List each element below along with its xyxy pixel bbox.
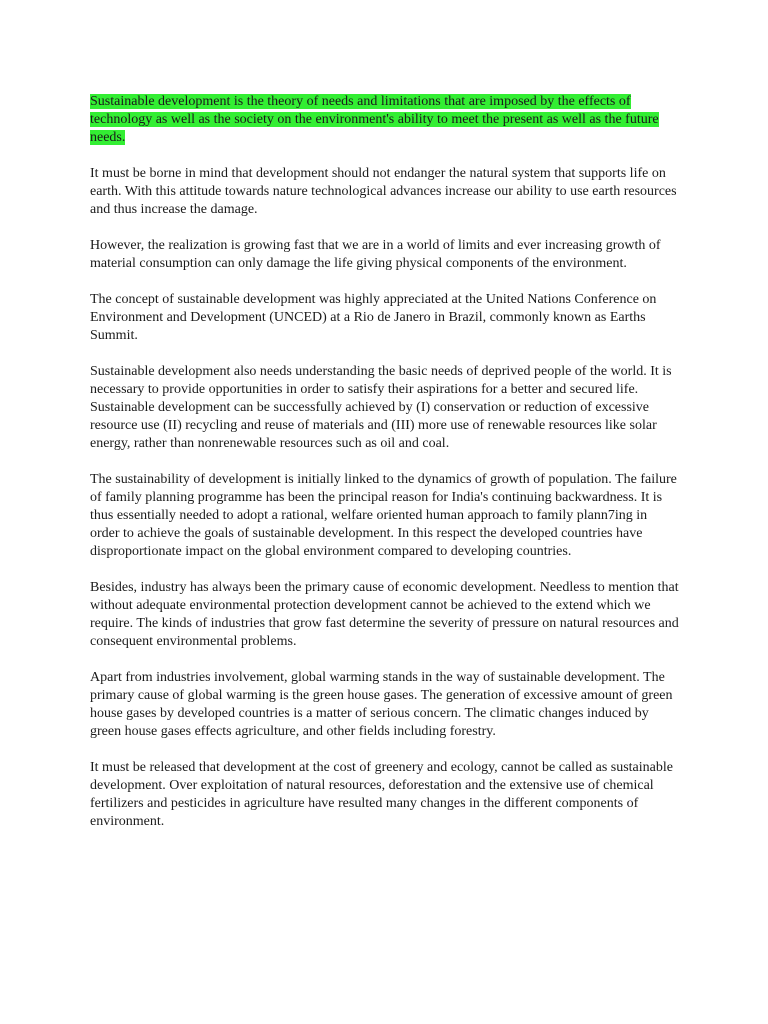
paragraph-8: Apart from industries involvement, global warming stands in the way of sustainable development. The primary cause of global warming is the green house gases. The generation of excessive amount of green house gases by developed countries is a matter of serious concern. The climatic changes induced by green house gases effects agriculture, and other fields including forestry. [90,670,673,739]
paragraph-2: It must be borne in mind that development should not endanger the natural system that supports life on earth. With this attitude towards nature technological advances increase our ability to use earth resources and thus increase the damage. [90,166,677,217]
paragraph-7: Besides, industry has always been the primary cause of economic development. Needless to mention that without adequate environmental protection development cannot be achieved to the extend which we require. The kinds of industries that grow fast determine the severity of pressure on natural resources and consequent environmental problems. [90,580,679,649]
paragraph-1-highlighted [90,93,680,147]
paragraph-6: The sustainability of development is initially linked to the dynamics of growth of population. The failure of family planning programme has been the principal reason for India's continuing backwardness. It is thus essentially needed to adopt a rational, welfare oriented human approach to family plann7ing in order to achieve the goals of sustainable development. In this respect the developed countries have disproportionate impact on the global environment compared to developing countries. [90,472,677,559]
highlighted-text: Sustainable development is the theory of needs and limitations that are imposed by the effects of technology as well as the society on the environment's ability to meet the present as well as the future needs. [90,94,659,145]
paragraph-5: Sustainable development also needs understanding the basic needs of deprived people of the world. It is necessary to provide opportunities in order to satisfy their aspirations for a better and secured life. Sustainable development can be successfully achieved by (I) conservation or reduction of excessive resource use (II) recycling and reuse of materials and (III) more use of renewable resources like solar energy, rather than nonrenewable resources such as oil and coal. [90,364,672,451]
paragraph-4: The concept of sustainable development was highly appreciated at the United Nations Conference on Environment and Development (UNCED) at a Rio de Janero in Brazil, commonly known as Earths Summit. [90,292,657,343]
paragraph-3: However, the realization is growing fast that we are in a world of limits and ever increasing growth of material consumption can only damage the life giving physical components of the environment. [90,238,661,271]
paragraph-9: It must be released that development at the cost of greenery and ecology, cannot be called as sustainable development. Over exploitation of natural resources, deforestation and the extensive use of chemical fertilizers and pesticides in agriculture have resulted many changes in the different components of environment. [90,760,673,829]
document-page [90,93,680,849]
